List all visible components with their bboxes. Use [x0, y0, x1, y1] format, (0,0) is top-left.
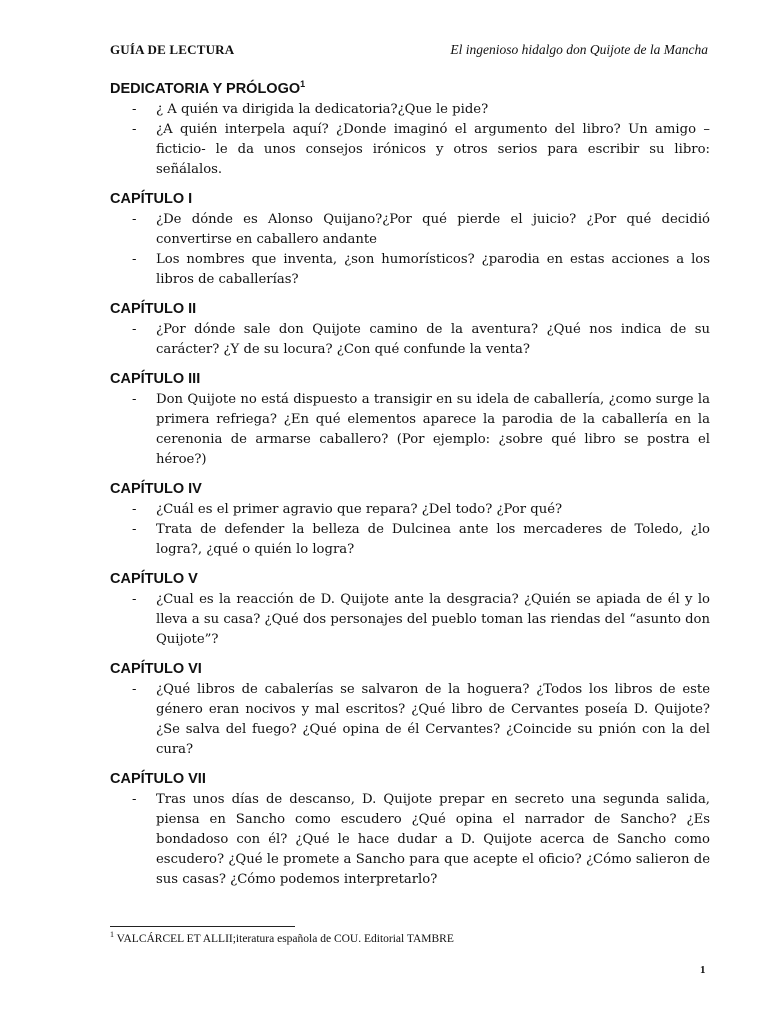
footnote-text: VALCÁRCEL ET ALLII;iteratura española de COU. Editorial TAMBRE: [114, 933, 454, 945]
document-body: [110, 80, 710, 890]
question-item: - ¿A quién interpela aquí? ¿Donde imaginó el argumento del libro? Un amigo –ficticio- le da unos consejos irónicos y otros serios para escribir su libro: señálalos.: [132, 122, 710, 177]
section-title: CAPÍTULO I: [110, 191, 193, 207]
section-title: CAPÍTULO VII: [110, 771, 206, 787]
footnote-marker: 1: [110, 930, 114, 940]
question-item: - Tras unos días de descanso, D. Quijote prepar en secreto una segunda salida, piensa en Sancho como escudero ¿Qué opina el narrador de Sancho? ¿Es bondadoso con él? ¿Qué le hace dudar a D. Quijote acerca de Sancho como escudero? ¿Qué le promete a Sancho para que acepte el oficio? ¿Cómo salieron de sus casas? ¿Cómo podemos interpretarlo?: [132, 792, 710, 887]
section-title: CAPÍTULO II: [110, 301, 197, 317]
question-item: - ¿Por dónde sale don Quijote camino de la aventura? ¿Qué nos indica de su carácter? ¿Y de su locura? ¿Con qué confunde la venta?: [132, 322, 710, 357]
bullet-dash: -: [132, 682, 137, 697]
section-title: CAPÍTULO VI: [110, 661, 202, 677]
bullet-dash: -: [132, 792, 137, 807]
bullet-dash: -: [132, 252, 137, 267]
section-capitulo-2: [110, 300, 710, 360]
section-title: CAPÍTULO V: [110, 571, 198, 587]
question-item: - Trata de defender la belleza de Dulcinea ante los mercaderes de Toledo, ¿lo logra?, ¿qué o quién lo logra?: [132, 522, 710, 557]
question-item: - Los nombres que inventa, ¿son humorísticos? ¿parodia en estas acciones a los libros de caballerías?: [132, 252, 710, 287]
section-title: DEDICATORIA Y PRÓLOGO$^1$: [110, 79, 306, 97]
question-item: - Don Quijote no está dispuesto a transigir en su idela de caballería, ¿como surge la primera refriega? ¿En qué elementos aparece la parodia de la caballería en la cerenonia de armarse caballero? (Por ejemplo: ¿sobre qué libro se postra el héroe?): [132, 392, 710, 467]
footnote: [110, 930, 710, 945]
bullet-dash: -: [132, 212, 137, 227]
bullet-dash: -: [132, 522, 137, 537]
section-dedicatoria: [110, 80, 710, 180]
page-number: 1: [700, 964, 706, 976]
bullet-dash: -: [132, 122, 137, 137]
bullet-dash: -: [132, 502, 137, 517]
footnote-separator: [110, 926, 295, 927]
section-capitulo-5: [110, 570, 710, 650]
bullet-dash: -: [132, 322, 137, 337]
running-header-left: GUÍA DE LECTURA: [110, 42, 235, 57]
bullet-dash: -: [132, 392, 137, 407]
section-title: CAPÍTULO III: [110, 371, 201, 387]
footnote-ref: 1: [300, 79, 306, 90]
question-item: - ¿ A quién va dirigida la dedicatoria?¿Que le pide?: [110, 100, 710, 120]
section-capitulo-3: [110, 370, 710, 470]
bullet-dash: -: [132, 102, 137, 117]
question-item: - ¿Cual es la reacción de D. Quijote ante la desgracia? ¿Quién se apiada de él y lo lleva a su casa? ¿Qué dos personajes del pueblo toman las riendas del “asunto don Quijote”?: [132, 592, 710, 647]
section-capitulo-6: [110, 660, 710, 760]
bullet-dash: -: [132, 592, 137, 607]
section-capitulo-4: [110, 480, 710, 560]
question-item: - ¿De dónde es Alonso Quijano?¿Por qué pierde el juicio? ¿Por qué decidió convertirse en caballero andante: [132, 212, 710, 247]
section-capitulo-1: [110, 190, 710, 290]
running-header-right: El ingenioso hidalgo don Quijote de la Mancha: [450, 42, 708, 57]
section-title: CAPÍTULO IV: [110, 481, 202, 497]
question-item: - ¿Qué libros de cabalerías se salvaron de la hoguera? ¿Todos los libros de este género eran nocivos y mal escritos? ¿Qué libro de Cervantes poseía D. Quijote? ¿Se salva del fuego? ¿Qué opina de él Cervantes? ¿Coincide su pnión con la del cura?: [132, 682, 710, 757]
section-capitulo-7: [110, 770, 710, 890]
question-item: - ¿Cuál es el primer agravio que repara? ¿Del todo? ¿Por qué?: [110, 500, 710, 520]
